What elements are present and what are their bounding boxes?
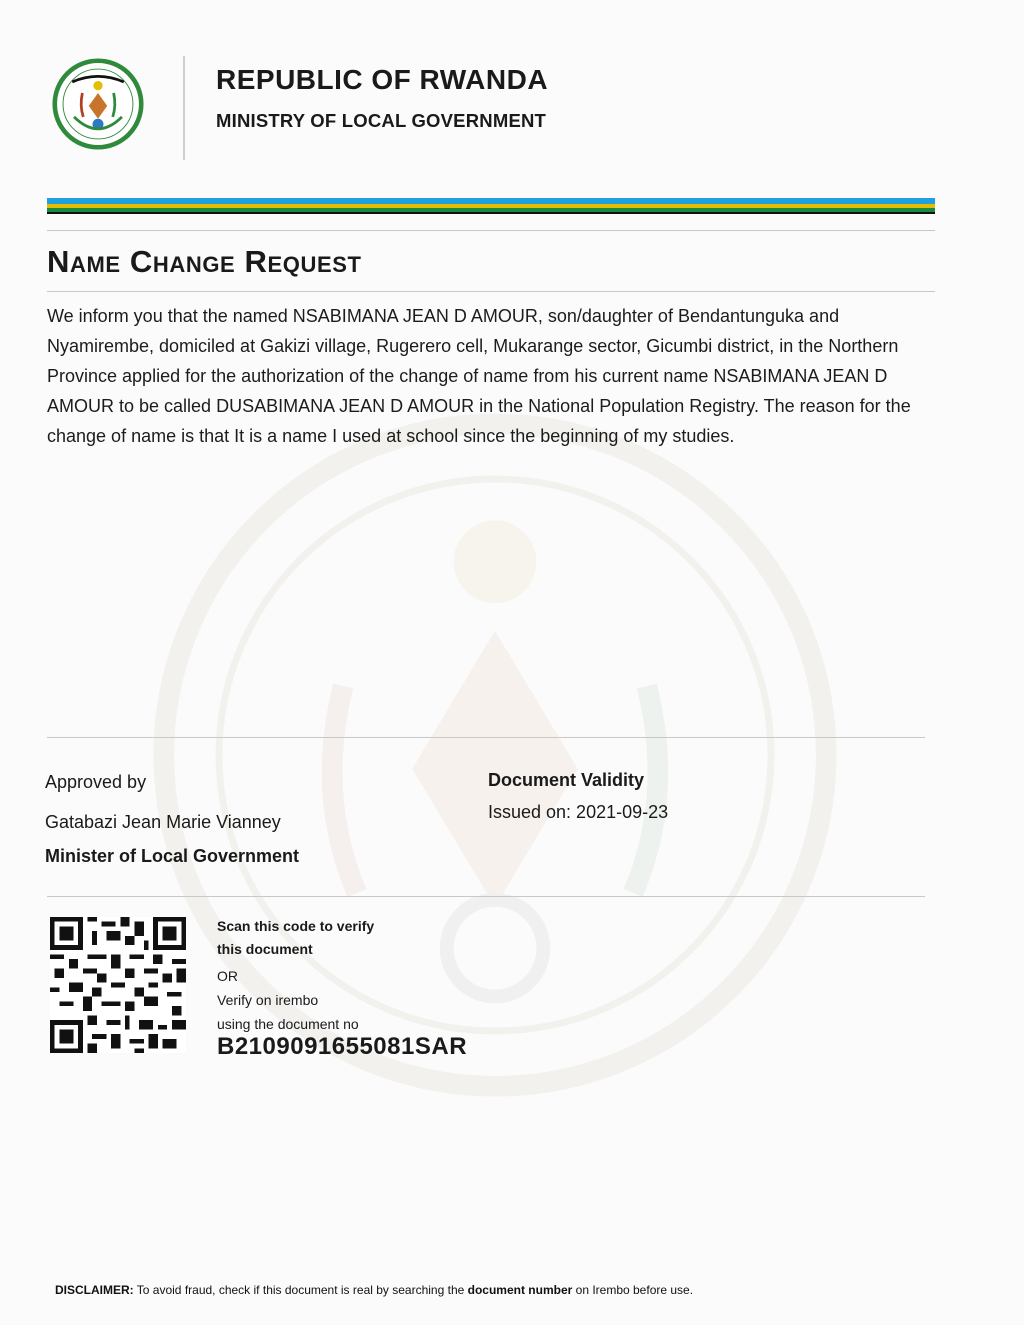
- verify-alternative: [217, 964, 359, 1036]
- verify-rule: [47, 896, 925, 897]
- document-title: Name Change Request: [47, 244, 362, 279]
- verify-line-4: Verify on irembo: [217, 992, 319, 1008]
- section-rule: [47, 737, 925, 738]
- verify-line-2: this document: [217, 941, 313, 957]
- disclaimer-text-1: To avoid fraud, check if this document is real by searching the: [133, 1283, 468, 1297]
- document-body: We inform you that the named NSABIMANA JEAN D AMOUR, son/daughter of Bendantunguka and Nyamirembe, domiciled at Gakizi village, Rugerero cell, Mukarange sector, Gicumbi district, in the Northern Province applied for the authorization of the change of name from his current name NSABIMANA JEAN D AMOUR to be called DUSABIMANA JEAN D AMOUR in the National Population Registry. The reason for the change of name is that It is a name I used at school since the beginning of my studies.: [47, 306, 911, 446]
- issued-date: Issued on: 2021-09-23: [488, 802, 669, 822]
- disclaimer-text-2: on Irembo before use.: [572, 1283, 694, 1297]
- validity-label: Document Validity: [488, 770, 645, 790]
- verify-line-3: OR: [217, 968, 238, 984]
- disclaimer-label: DISCLAIMER:: [55, 1283, 134, 1297]
- qr-code[interactable]: [50, 917, 186, 1053]
- verify-line-5: using the document no: [217, 1016, 359, 1032]
- republic-heading: REPUBLIC OF RWANDA: [216, 64, 549, 95]
- verify-instructions: [217, 913, 374, 963]
- header-rule: [47, 230, 935, 231]
- flag-stripe: [47, 198, 935, 214]
- approver-name: Gatabazi Jean Marie Vianney: [45, 812, 281, 832]
- coat-of-arms-emblem: [52, 58, 144, 150]
- approver-title: Minister of Local Government: [45, 846, 300, 866]
- document-number: B2109091655081SAR: [217, 1033, 468, 1060]
- disclaimer: [55, 1283, 693, 1297]
- disclaimer-bold: document number: [467, 1283, 573, 1297]
- verify-line-1: Scan this code to verify: [217, 918, 375, 934]
- header-divider: [183, 56, 185, 160]
- approved-by-label: Approved by: [45, 772, 147, 792]
- ministry-heading: MINISTRY OF LOCAL GOVERNMENT: [216, 110, 547, 131]
- title-rule: [47, 291, 935, 292]
